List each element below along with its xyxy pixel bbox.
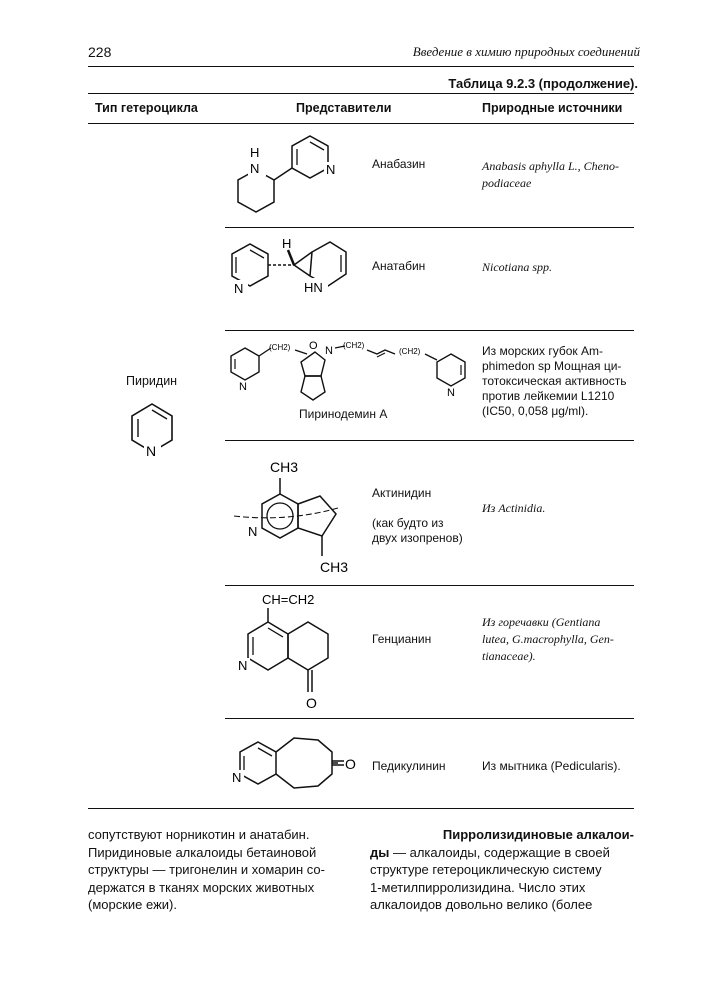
gentianine-o-label: O [306,695,317,711]
row-separator [225,718,634,719]
section-heading: Пирролизидиновые алкалои- [442,827,634,842]
row-separator [225,440,634,441]
gentianine-n-label: N [238,658,248,673]
row-source-pyrinodemin: Из морских губок Am- phimedon sp Мощная ци- тотоксическая активность против лейкемии L1210 (IC50, 0,058 μg/ml). [482,344,627,418]
body-text-left: сопутствуют норникотин и анатабин. Пиридиновые алкалоиды бетаиновой структуры — тригонелин и хомарин со- держатся в тканях морских животных (морские ежи). [88,827,325,912]
table-top-rule [88,93,634,94]
row-separator [225,585,634,586]
header-rule [88,66,634,67]
running-title: Введение в химию природных соединений [412,44,640,59]
row-name-gentianine: Генцианин [372,632,432,646]
body-text-right: Пирролизидиновые алкалои- ды — алкалоиды, содержащие в своей структуре гетероциклическую систему 1-метилпирролизидина. Число этих алкалоидов довольно велико (более [370,827,634,912]
row-note-actinidine: (как будто из двух изопренов) [372,516,463,545]
pyrinodemin-n-ring: N [325,345,333,357]
actinidine-ch3-bottom: CH3 [320,559,349,575]
row-source-anatabine: Nicotiana spp. [482,260,553,274]
anatabine-pyridine-n: N [234,281,244,296]
table-caption: Таблица 9.2.3 (продолжение). [448,76,638,91]
pyrinodemin-n-right: N [447,387,455,399]
pyrinodemin-n-left: N [239,381,247,393]
pyrinodemin-o-label: O [309,340,318,352]
svg-text:(CH2): (CH2) [343,341,365,350]
anabasine-n-label: N [250,161,260,176]
row-name-actinidine: Актинидин [372,486,432,500]
row-source-anabasine: Anabasis aphylla L., Cheno- podiaceae [482,159,619,190]
row-source-actinidine: Из Actinidia. [482,501,546,515]
row-source-gentianine: Из горечавки (Gentiana lutea, G.macrophylla, Gen- tianaceae). [482,615,614,663]
pedicularine-n-label: N [232,770,242,785]
table-header-rule [88,123,634,124]
pyrinodemin-ch2-label: (CH2) [269,343,291,352]
row-name-anabasine: Анабазин [372,157,426,171]
pyridine-n-label: N [146,443,157,459]
row-name-pedicularine: Педикулинин [372,759,446,773]
anatabine-h-label: H [282,236,292,251]
actinidine-ch3-top: CH3 [270,459,299,475]
actinidine-n-label: N [248,524,258,539]
svg-text:(CH2): (CH2) [399,347,421,356]
anatabine-hn-label: HN [304,280,323,295]
pyridine-structure [118,398,184,464]
column-header-heterocycle: Тип гетероцикла [95,101,198,115]
table-bottom-rule [88,808,634,809]
row-separator [225,227,634,228]
column-header-sources: Природные источники [482,101,623,115]
actinidine-structure [228,452,358,580]
anabasine-pyridine-n: N [326,162,336,177]
anatabine-structure [222,234,362,304]
row-name-anatabine: Анатабин [372,259,426,273]
row-name-pyrinodemin: Пиринодемин А [299,407,388,421]
page-number: 228 [88,44,112,60]
pyrinodemin-structure [225,332,475,404]
heterocycle-name: Пиридин [126,374,178,388]
row-separator [225,330,634,331]
pedicularine-o-label: O [345,756,356,772]
pedicularine-structure [228,728,368,800]
column-header-representatives: Представители [296,101,392,115]
anabasine-structure [228,128,358,223]
anabasine-h-label: H [250,145,260,160]
gentianine-vinyl-label: CH=CH2 [262,592,315,607]
gentianine-structure [228,588,358,712]
row-source-pedicularine: Из мытника (Pedicularis). [482,759,621,773]
